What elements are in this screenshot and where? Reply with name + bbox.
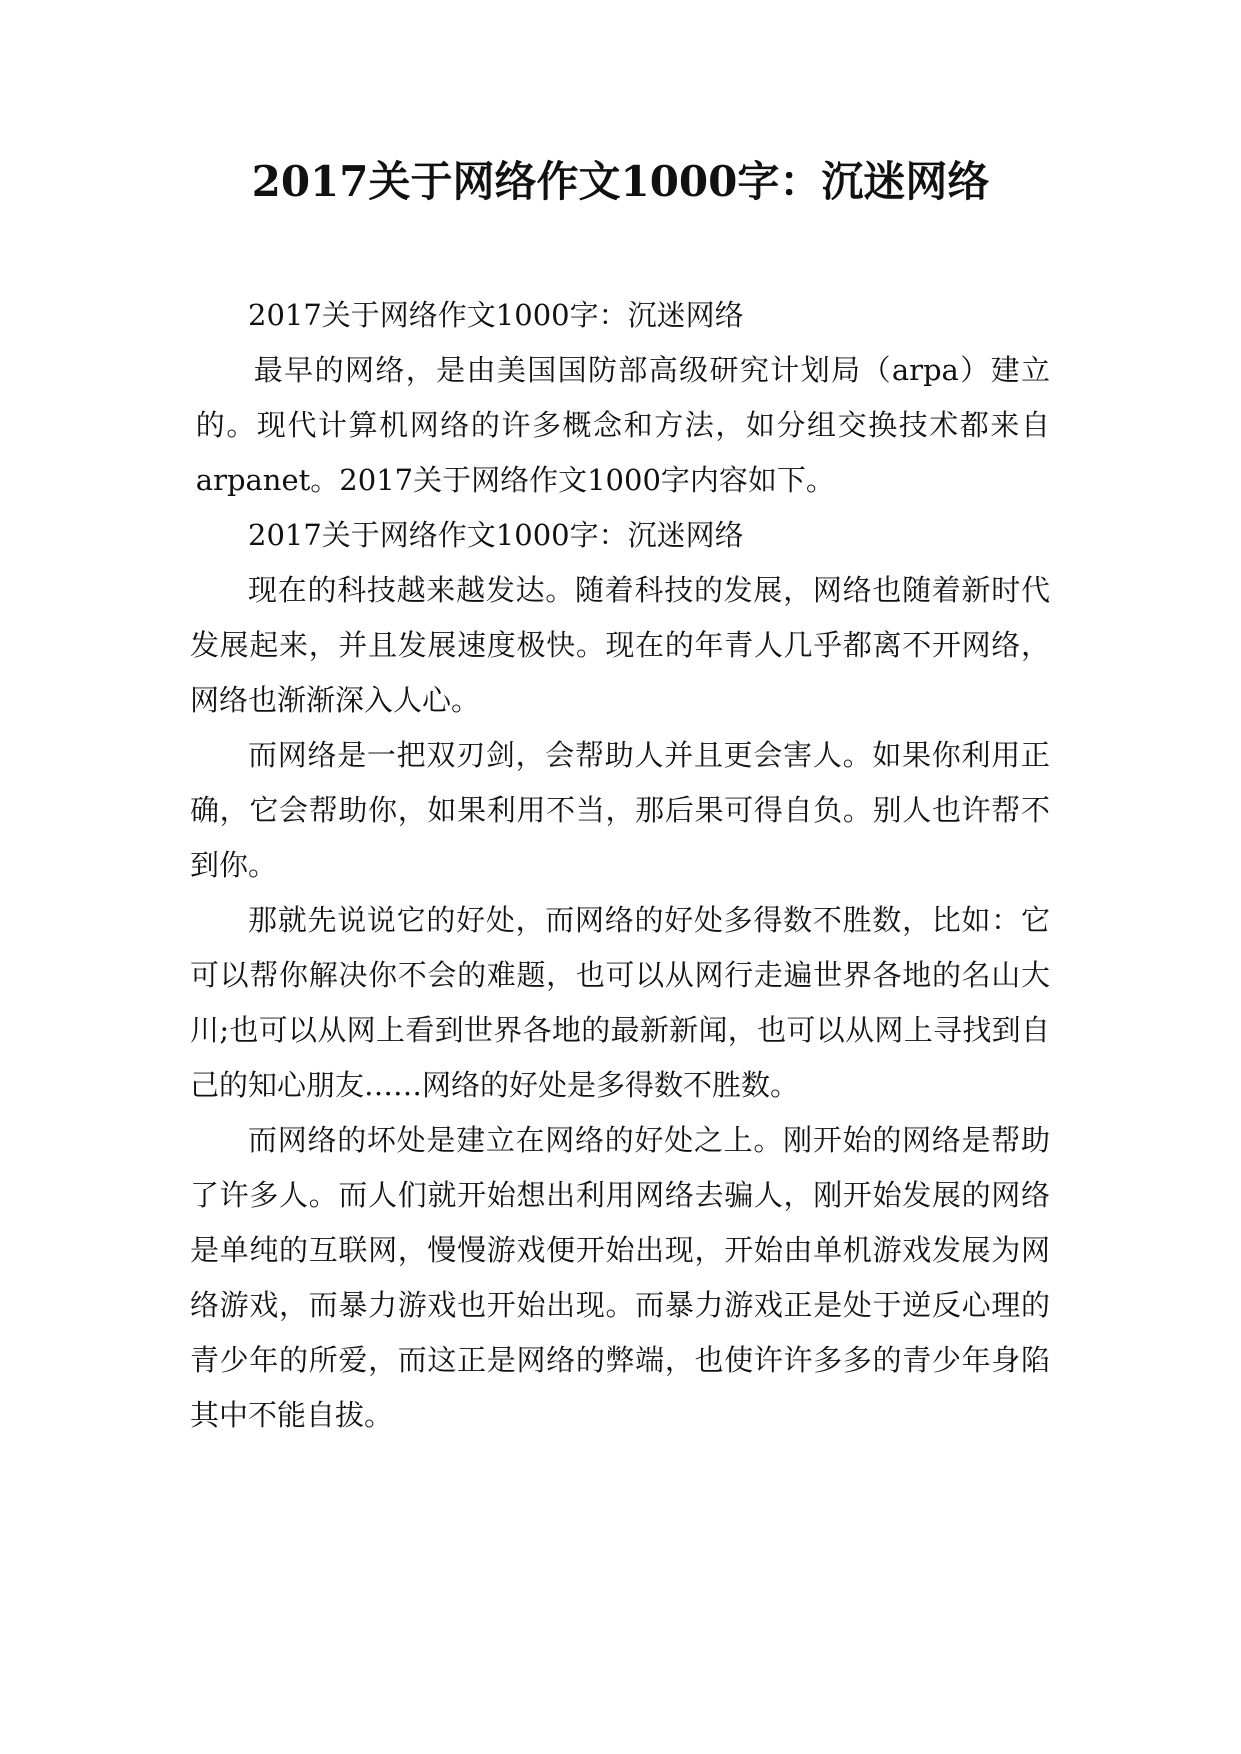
body-paragraph: 而网络是一把双刃剑，会帮助人并且更会害人。如果你利用正确，它会帮助你，如果利用不当，那后果可得自负。别人也许帮不到你。 [190,738,1050,882]
article-heading: 2017关于网络作文1000字：沉迷网络 [248,298,744,332]
body-paragraph: 而网络的坏处是建立在网络的好处之上。刚开始的网络是帮助了许多人。而人们就开始想出利用网络去骗人，刚开始发展的网络是单纯的互联网，慢慢游戏便开始出现，开始由单机游戏发展为网络游戏，而暴力游戏也开始出现。而暴力游戏正是处于逆反心理的青少年的所爱，而这正是网络的弊端，也使许许多多的青少年身陷其中不能自拔。 [190,1123,1050,1432]
document-body [190,288,1050,1443]
article-heading-repeat: 2017关于网络作文1000字：沉迷网络 [248,518,744,552]
document-title: 2017关于网络作文1000字：沉迷网络 [251,157,990,206]
body-paragraph: 现在的科技越来越发达。随着科技的发展，网络也随着新时代发展起来，并且发展速度极快。现在的年青人几乎都离不开网络，网络也渐渐深入人心。 [190,573,1050,717]
intro-paragraph: 最早的网络，是由美国国防部高级研究计划局（arpa）建立的。现代计算机网络的许多概念和方法，如分组交换技术都来自arpanet。2017关于网络作文1000字内容如下。 [195,353,1050,497]
body-paragraph: 那就先说说它的好处，而网络的好处多得数不胜数，比如：它可以帮你解决你不会的难题，也可以从网行走遍世界各地的名山大川;也可以从网上看到世界各地的最新新闻，也可以从网上寻找到自己的知心朋友……网络的好处是多得数不胜数。 [190,903,1050,1102]
